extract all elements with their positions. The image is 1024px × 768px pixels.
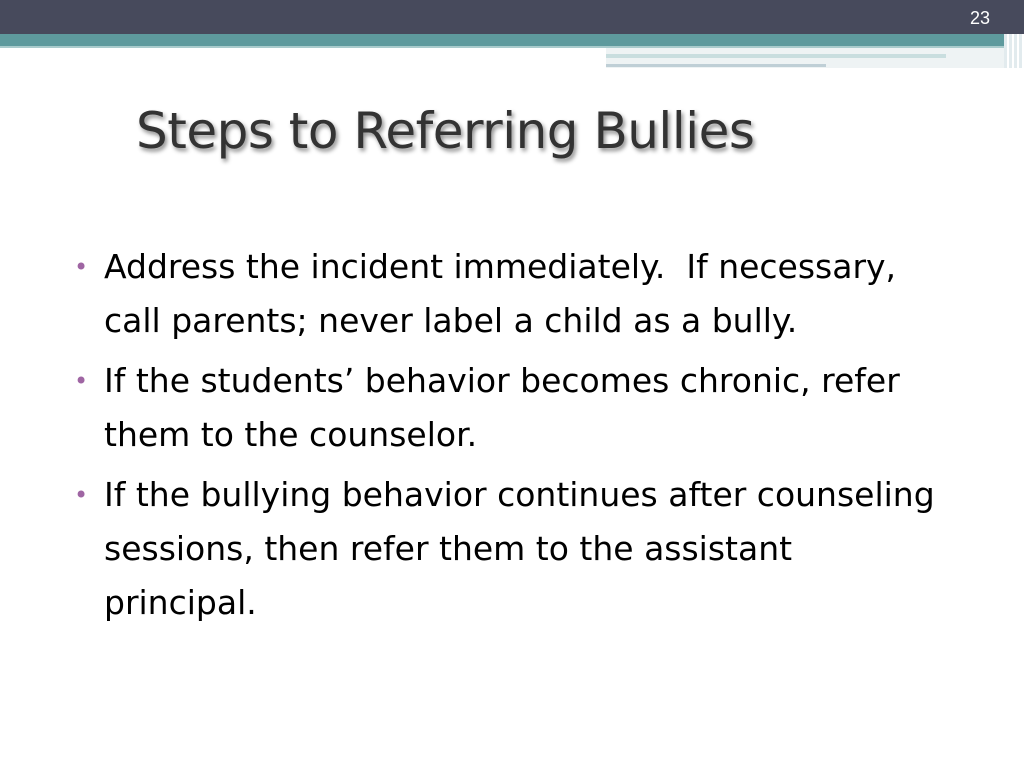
header-accent-stroke — [606, 54, 946, 58]
bullet-icon: • — [74, 481, 89, 509]
slide-title: Steps to Referring Bullies — [136, 102, 755, 160]
slide-number: 23 — [969, 8, 990, 28]
bullet-list — [74, 240, 954, 636]
bullet-text: If the students’ behavior becomes chronic, refer them to the counselor. — [104, 361, 911, 454]
header-accent-bar — [0, 34, 1024, 46]
bullet-text: Address the incident immediately. If necessary, call parents; never label a child as a bully. — [104, 247, 907, 340]
bullet-item — [74, 468, 954, 630]
bullet-item — [74, 240, 954, 348]
bullet-icon: • — [74, 253, 89, 281]
header-bar — [0, 0, 1024, 34]
bullet-text: If the bullying behavior continues after counseling sessions, then refer them to the assistant principal. — [104, 475, 946, 622]
header-accent-stripes — [1004, 34, 1024, 68]
bullet-icon: • — [74, 367, 89, 395]
header-accent-stroke — [606, 64, 826, 67]
bullet-item — [74, 354, 954, 462]
